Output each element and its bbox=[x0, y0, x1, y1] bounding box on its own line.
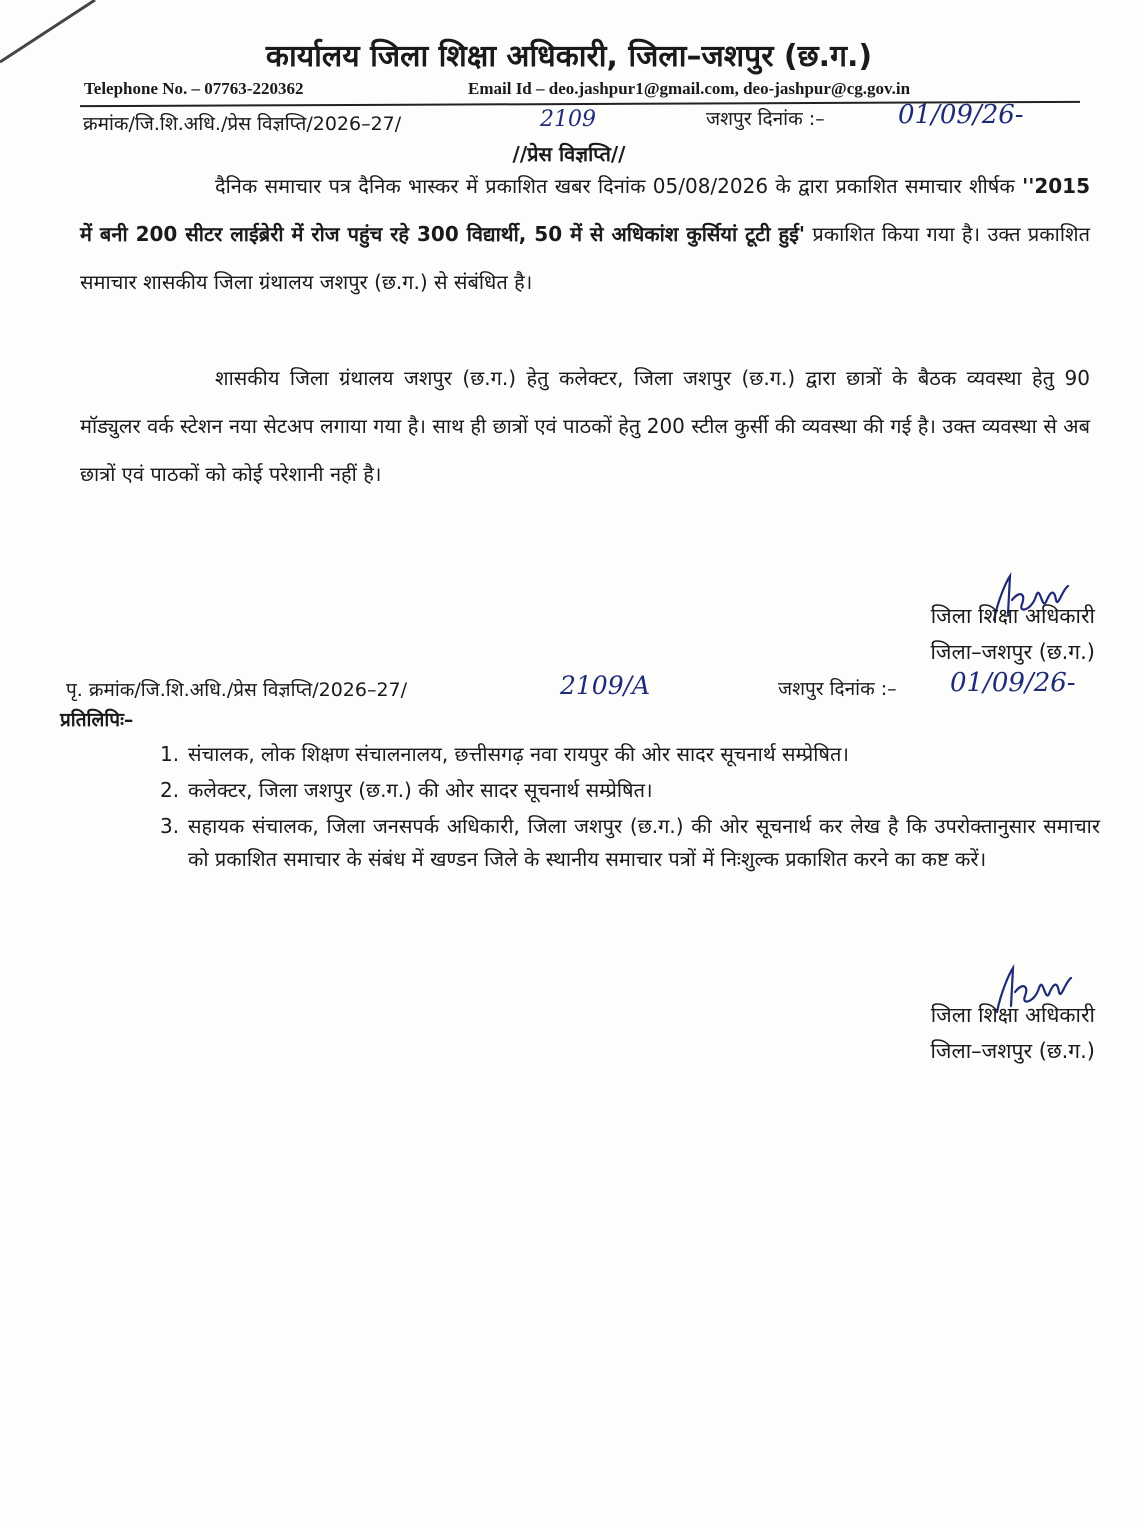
copy-recipients-list bbox=[160, 738, 1100, 879]
list-item-text: संचालक, लोक शिक्षण संचालनालय, छत्तीसगढ़ नवा रायपुर की ओर सादर सूचनार्थ सम्प्रेषित। bbox=[188, 742, 849, 766]
p1-text-after: प्रकाशित किया गया है। उक्त प्रकाशित समाचार शासकीय जिला ग्रंथालय जशपुर (छ.ग.) से संबंधित है। bbox=[80, 222, 1091, 294]
endorsement-number-label: पृ. क्रमांक/जि.शि.अधि./प्रेस विज्ञप्ति/2026–27/ bbox=[66, 679, 408, 701]
list-item-number: 1. bbox=[160, 742, 180, 766]
endorsement-number-handwritten: 2109/A bbox=[560, 671, 651, 700]
signatory-district: जिला–जशपुर (छ.ग.) bbox=[930, 640, 1095, 664]
endorsement-date-label: जशपुर दिनांक :– bbox=[778, 678, 897, 700]
reference-number-label: क्रमांक/जि.शि.अधि./प्रेस विज्ञप्ति/2026–27/ bbox=[83, 113, 402, 135]
list-item bbox=[160, 810, 1100, 876]
list-item-text: सहायक संचालक, जिला जनसपर्क अधिकारी, जिला जशपुर (छ.ग.) की ओर सूचनार्थ कर लेख है कि उपरोक्तानुसार समाचार को प्रकाशित समाचार के संबंध में खण्डन जिले के स्थानीय समाचार पत्रों में निःशुल्क प्रकाशित करने का कष्ट करें। bbox=[188, 814, 1100, 871]
list-item bbox=[160, 774, 1100, 807]
office-title: कार्यालय जिला शिक्षा अधिकारी, जिला–जशपुर (छ.ग.) bbox=[265, 39, 873, 74]
list-item-text: कलेक्टर, जिला जशपुर (छ.ग.) की ओर सादर सूचनार्थ सम्प्रेषित। bbox=[188, 778, 653, 802]
list-item-number: 3. bbox=[160, 814, 180, 838]
reference-date-label: जशपुर दिनांक :– bbox=[706, 108, 825, 130]
signatory-district: जिला–जशपुर (छ.ग.) bbox=[930, 1039, 1095, 1063]
news-headline-quote: ''2015 में बनी 200 सीटर लाईब्रेरी में रोज पहुंच रहे 300 विद्यार्थी, 50 में से अधिकांश कुर्सियां टूटी हुई' bbox=[80, 174, 1090, 246]
email-ids: Email Id – deo.jashpur1@gmail.com, deo-jashpur@cg.gov.in bbox=[468, 79, 911, 98]
list-item-number: 2. bbox=[160, 778, 180, 802]
endorsement-date-handwritten: 01/09/26- bbox=[950, 668, 1076, 698]
p1-text-before: दैनिक समाचार पत्र दैनिक भास्कर में प्रकाशित खबर दिनांक 05/08/2026 के द्वारा प्रकाशित समाचार शीर्षक bbox=[215, 174, 1023, 198]
reference-number-handwritten: 2109 bbox=[540, 107, 596, 132]
signature-block-2 bbox=[830, 997, 1095, 1069]
signature-block-1 bbox=[830, 598, 1095, 670]
telephone-number: Telephone No. – 07763-220362 bbox=[84, 79, 304, 98]
body-paragraph-2: शासकीय जिला ग्रंथालय जशपुर (छ.ग.) हेतु कलेक्टर, जिला जशपुर (छ.ग.) द्वारा छात्रों के बैठक व्यवस्था हेतु 90 मॉड्युलर वर्क स्टेशन नया सेटअप लगाया गया है। साथ ही छात्रों एवं पाठकों हेतु 200 स्टील कुर्सी की व्यवस्था की गई है। उक्त व्यवस्था से अब छात्रों एवं पाठकों को कोई परेशानी नहीं है। bbox=[80, 366, 1090, 486]
body-paragraph-1 bbox=[80, 162, 1090, 306]
signatory-designation: जिला शिक्षा अधिकारी bbox=[930, 1003, 1095, 1027]
press-release-heading: //प्रेस विज्ञप्ति// bbox=[512, 142, 626, 166]
reference-date-handwritten: 01/09/26- bbox=[898, 100, 1024, 130]
copy-to-label: प्रतिलिपिः– bbox=[60, 709, 134, 731]
list-item bbox=[160, 738, 1100, 771]
signatory-designation: जिला शिक्षा अधिकारी bbox=[930, 604, 1095, 628]
